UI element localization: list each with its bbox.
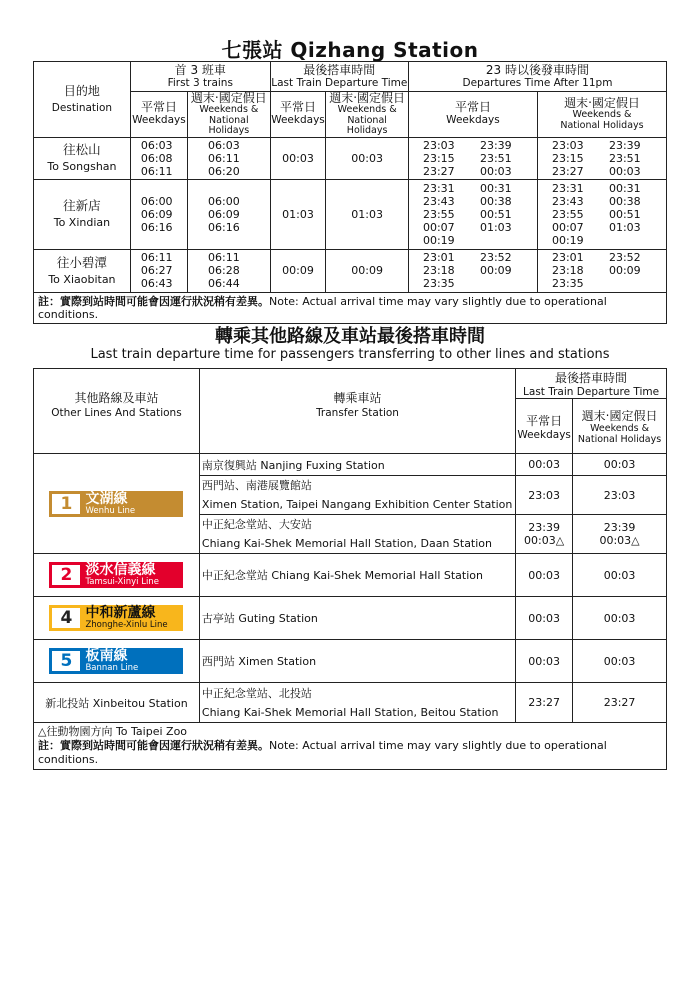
line-badge-zhonghe-xinlu: 4 中和新蘆線 Zhonghe-Xinlu Line (48, 604, 184, 632)
last-holiday-time: 01:03 (326, 179, 409, 249)
table-row (34, 249, 667, 292)
last-weekday-time: 00:03 (270, 137, 326, 179)
destination-cell: 往小碧潭 To Xiaobitan (34, 249, 131, 292)
transfer-station: 中正紀念堂站、北投站 Chiang Kai-Shek Memorial Hall Station, Beitou Station (199, 683, 515, 723)
destination-header: 目的地 Destination (34, 62, 131, 138)
weekday-time: 00:03 (516, 597, 573, 640)
last-train-header: 最後搭車時間 Last Train Departure Time (516, 369, 667, 399)
transfer-subtitle: Last train departure time for passengers transferring to other lines and stations (90, 347, 610, 362)
weekdays-header: 平常日 Weekdays (516, 399, 573, 454)
holiday-time: 23:39 00:03△ (573, 515, 667, 554)
after-weekday-times: 23:01 23:18 23:35 23:52 00:09 (408, 249, 537, 292)
holidays-header: 週末‧國定假日 Weekends & National Holidays (537, 92, 666, 138)
after-11pm-header: 23 時以後發車時間 Departures Time After 11pm (408, 62, 666, 92)
holiday-time: 23:27 (573, 683, 667, 723)
transfer-station: 西門站、南港展覽館站 Ximen Station, Taipei Nangang Exhibition Center Station (199, 476, 515, 515)
holiday-time: 23:03 (573, 476, 667, 515)
transfer-station: 中正紀念堂站、大安站 Chiang Kai-Shek Memorial Hall Station, Daan Station (199, 515, 515, 554)
operational-note: 註：實際到站時間可能會因運行狀況稍有差異。Note: Actual arrival time may vary slightly due to operational conditions. (38, 739, 607, 766)
transfer-table (33, 368, 667, 770)
holiday-time: 00:03 (573, 640, 667, 683)
last-holiday-time: 00:03 (326, 137, 409, 179)
operational-note: 註：實際到站時間可能會因運行狀況稍有差異。Note: Actual arrival time may vary slightly due to operational conditions. (34, 292, 667, 323)
transfer-station: 西門站 Ximen Station (199, 640, 515, 683)
table-row (34, 597, 667, 640)
first-weekday-times: 06:11 06:27 06:43 (130, 249, 187, 292)
first-holiday-times: 06:11 06:28 06:44 (188, 249, 271, 292)
line-badge-wenhu: 1 文湖線 Wenhu Line (48, 490, 184, 518)
destination-cell: 往新店 To Xindian (34, 179, 131, 249)
line-wenhu (34, 454, 200, 554)
last-train-header: 最後搭車時間 Last Train Departure Time (270, 62, 408, 92)
table-row (34, 454, 667, 476)
transfer-title: 轉乘其他路線及車站最後搭車時間 (215, 326, 485, 347)
first-holiday-times: 06:03 06:11 06:20 (188, 137, 271, 179)
departure-timetable (33, 61, 667, 324)
holidays-header: 週末‧國定假日 Weekends & National Holidays (326, 92, 409, 138)
transfer-station: 古亭站 Guting Station (199, 597, 515, 640)
line-bannan (34, 640, 200, 683)
first-trains-header: 首 3 班車 First 3 trains (130, 62, 270, 92)
weekdays-header: 平常日 Weekdays (408, 92, 537, 138)
holiday-time: 00:03 (573, 597, 667, 640)
weekday-time: 23:39 00:03△ (516, 515, 573, 554)
first-weekday-times: 06:03 06:08 06:11 (130, 137, 187, 179)
table-row (34, 640, 667, 683)
last-weekday-time: 01:03 (270, 179, 326, 249)
table-row (34, 137, 667, 179)
first-holiday-times: 06:00 06:09 06:16 (188, 179, 271, 249)
line-zhonghe-xinlu (34, 597, 200, 640)
destination-cell: 往松山 To Songshan (34, 137, 131, 179)
table-row (34, 683, 667, 723)
table-row (34, 179, 667, 249)
line-badge-bannan: 5 板南線 Bannan Line (48, 647, 184, 675)
weekdays-header: 平常日 Weekdays (130, 92, 187, 138)
after-holiday-times: 23:03 23:15 23:27 23:39 23:51 00:03 (537, 137, 666, 179)
weekday-time: 23:27 (516, 683, 573, 723)
zoo-note: △往動物園方向 To Taipei Zoo (38, 725, 188, 738)
after-weekday-times: 23:03 23:15 23:27 23:39 23:51 00:03 (408, 137, 537, 179)
table-row (34, 554, 667, 597)
last-holiday-time: 00:09 (326, 249, 409, 292)
other-lines-header: 其他路線及車站 Other Lines And Stations (34, 369, 200, 454)
station-title: 七張站 Qizhang Station (221, 38, 479, 62)
last-weekday-time: 00:09 (270, 249, 326, 292)
holiday-time: 00:03 (573, 454, 667, 476)
holidays-header: 週末‧國定假日 Weekends & National Holidays (188, 92, 271, 138)
weekday-time: 00:03 (516, 454, 573, 476)
weekday-time: 23:03 (516, 476, 573, 515)
after-weekday-times: 23:31 23:43 23:55 00:07 00:19 00:31 00:38 00:51 01:03 (408, 179, 537, 249)
first-weekday-times: 06:00 06:09 06:16 (130, 179, 187, 249)
after-holiday-times: 23:01 23:18 23:35 23:52 00:09 (537, 249, 666, 292)
after-holiday-times: 23:31 23:43 23:55 00:07 00:19 00:31 00:38 00:51 01:03 (537, 179, 666, 249)
weekdays-header: 平常日 Weekdays (270, 92, 326, 138)
transfer-station-header: 轉乘車站 Transfer Station (199, 369, 515, 454)
weekday-time: 00:03 (516, 554, 573, 597)
line-badge-tamsui-xinyi: 2 淡水信義線 Tamsui-Xinyi Line (48, 561, 184, 589)
transfer-station: 南京復興站 Nanjing Fuxing Station (199, 454, 515, 476)
line-tamsui-xinyi (34, 554, 200, 597)
transfer-notes (34, 723, 667, 770)
holidays-header: 週末‧國定假日 Weekends & National Holidays (573, 399, 667, 454)
line-xinbeitou: 新北投站 Xinbeitou Station (34, 683, 200, 723)
weekday-time: 00:03 (516, 640, 573, 683)
transfer-station: 中正紀念堂站 Chiang Kai-Shek Memorial Hall Station (199, 554, 515, 597)
holiday-time: 00:03 (573, 554, 667, 597)
